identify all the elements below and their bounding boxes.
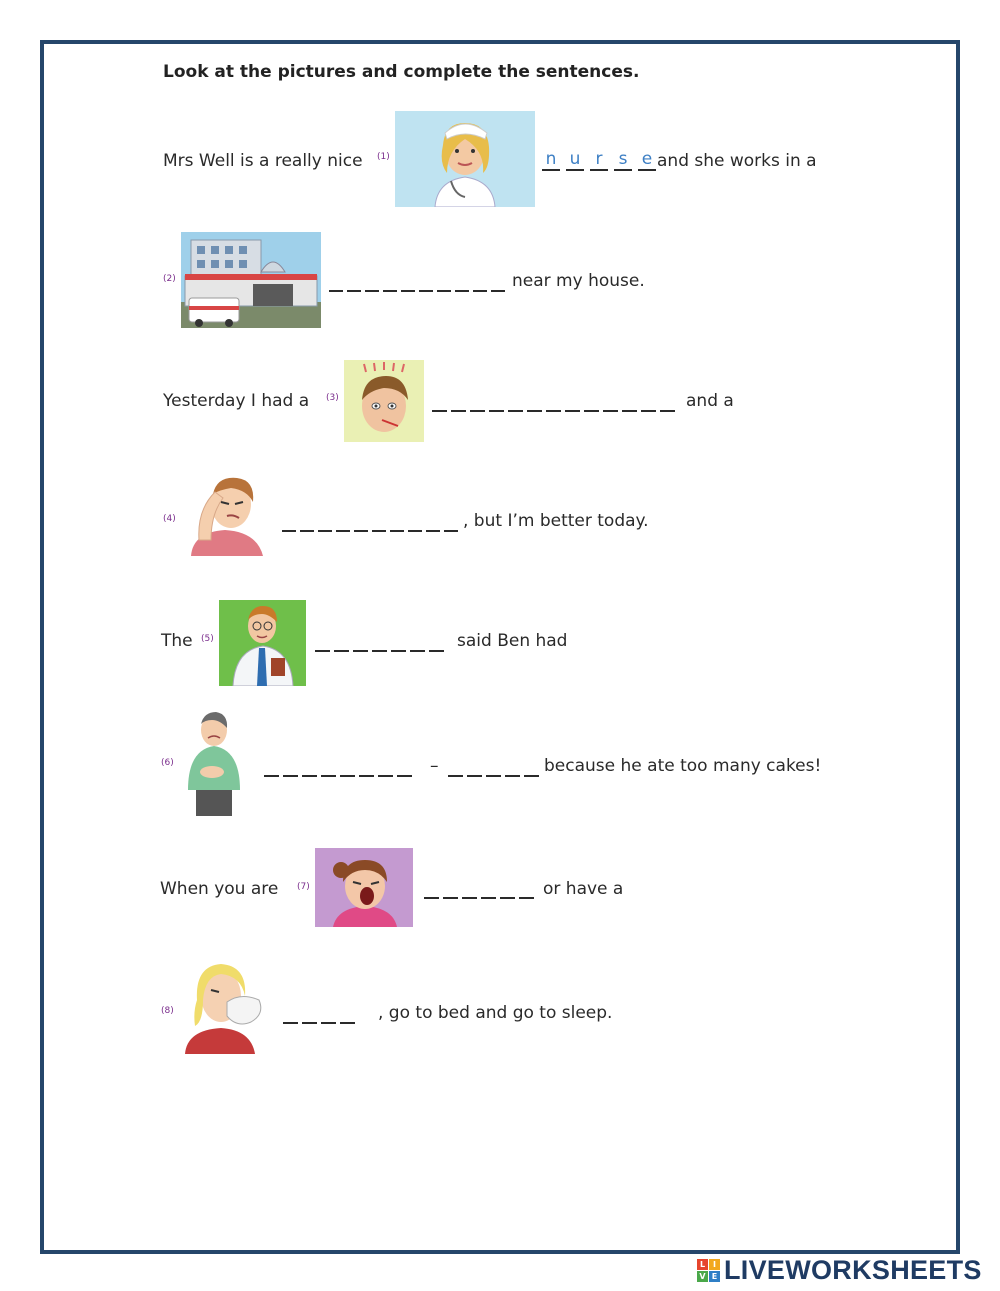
answer-letter[interactable]: r <box>590 150 608 171</box>
fever-boy-image <box>344 360 424 442</box>
logo-mark-letter: V <box>697 1271 708 1282</box>
answer-letter[interactable]: s <box>614 150 632 171</box>
item-5-text-before: The <box>161 631 193 651</box>
item-3-blank[interactable] <box>432 410 675 412</box>
item-8-blank[interactable] <box>283 1022 355 1024</box>
instruction-heading: Look at the pictures and complete the sentences. <box>163 62 640 82</box>
item-8-number: (8) <box>161 1006 174 1016</box>
liveworksheets-logo[interactable] <box>697 1255 982 1286</box>
item-4-blank[interactable] <box>282 530 458 532</box>
item-5-number: (5) <box>201 634 214 644</box>
item-6-dash: – <box>430 756 439 776</box>
logo-mark-icon <box>697 1259 720 1282</box>
item-6-number: (6) <box>161 758 174 768</box>
nurse-image <box>395 111 535 207</box>
logo-text: LIVEWORKSHEETS <box>724 1255 982 1285</box>
item-1-text-after: and she works in a <box>657 151 817 171</box>
item-1-text-before: Mrs Well is a really nice <box>163 151 363 171</box>
sneezing-woman-image <box>181 956 273 1054</box>
item-7-text-before: When you are <box>160 879 279 899</box>
item-3-text-before: Yesterday I had a <box>163 391 310 411</box>
item-3-text-after: and a <box>686 391 734 411</box>
item-3-number: (3) <box>326 393 339 403</box>
item-6-text-after: because he ate too many cakes! <box>544 756 822 776</box>
headache-image <box>185 470 267 556</box>
item-4-text-after: , but I’m better today. <box>463 511 649 531</box>
item-5-blank[interactable] <box>315 650 444 652</box>
answer-letter[interactable]: n <box>542 150 560 171</box>
answer-letter[interactable]: e <box>638 150 656 171</box>
item-6-blank-a[interactable] <box>264 775 412 777</box>
item-1-number: (1) <box>377 152 390 162</box>
tired-girl-image <box>315 848 413 927</box>
item-2-number: (2) <box>163 274 176 284</box>
item-5-text-after: said Ben had <box>457 631 568 651</box>
doctor-image <box>219 600 306 686</box>
stomachache-image <box>180 710 248 816</box>
item-4-number: (4) <box>163 514 176 524</box>
item-1-answer[interactable] <box>542 150 656 171</box>
item-2-text-after: near my house. <box>512 271 645 291</box>
item-2-blank[interactable] <box>329 290 505 292</box>
answer-letter[interactable]: u <box>566 150 584 171</box>
item-8-text-after: , go to bed and go to sleep. <box>378 1003 613 1023</box>
item-7-text-after: or have a <box>543 879 624 899</box>
hospital-image <box>181 232 321 328</box>
item-7-blank[interactable] <box>424 897 534 899</box>
item-7-number: (7) <box>297 882 310 892</box>
logo-mark-letter: I <box>709 1259 720 1270</box>
item-6-blank-b[interactable] <box>448 775 539 777</box>
logo-mark-letter: E <box>709 1271 720 1282</box>
logo-mark-letter: L <box>697 1259 708 1270</box>
